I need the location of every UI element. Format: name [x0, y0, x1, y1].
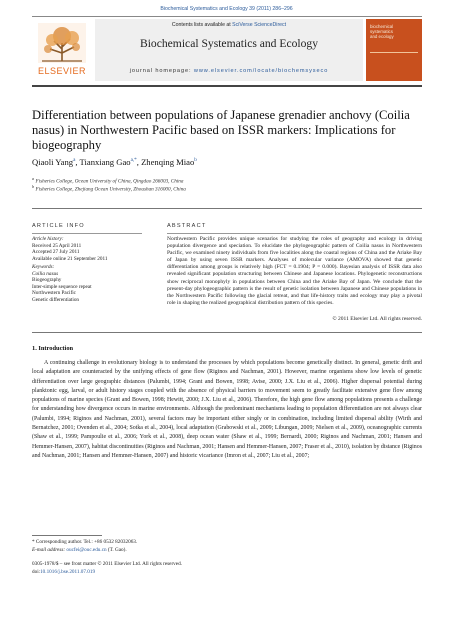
- email-note: [32, 547, 422, 554]
- cover-line: systematics: [370, 29, 393, 35]
- article-info-heading: ARTICLE INFO: [32, 223, 85, 229]
- section-heading: 1. Introduction: [32, 345, 74, 352]
- article-title: Differentiation between populations of Japanese grenadier anchovy (Coilia nasus) in Northwestern Pacific based on ISSR markers: Implications for biogeography: [32, 108, 410, 153]
- footnote-rule: [32, 535, 102, 536]
- cover-stripe: [370, 52, 418, 53]
- introduction-text: A continuing challenge in evolutionary biology is to understand the processes by which populations become genetically distinct. In general, genetic drift and local adaptation are counteracted by the unifying effects of gene flow (Riginos and Nachman, 2001). However, marine organisms show low levels of genetic differentiation over large geographic distances (Palumbi, 1994; Grant and Bowen, 1998; Avise, 2000; J.X. Liu et al., 2006). Higher dispersal potential during planktonic egg, larval, or adult history stages coupled with the absence of physical barriers to movement seem to greatly facilitate extensive gene flow among populations of marine species (Grant and Bowen, 1998; Hewitt, 2000; J.X. Liu et al., 2006). Therefore, the high gene flow among populations presents a challenge for understanding how divergence occurs in marine environments. Although the predominant mechanisms leading to population differentiation are not always clear (Palumbi, 1994; Riginos and Nachman, 2001), several factors may be important either singly or in combination, including limited dispersal ability (Wirth and Bernatchez, 2001; Ovenden et al., 2004; Sotka et al., 2004), local adaptation (Grabowski et al., 2009; Libungan, 2009; Nielsen et al., 2009), oceanographic currents (Shaw et al., 1999; Pampoulie et al., 2006; York et al., 2008), deep ocean water (Shaw et al., 1999; Bernardi, 2000; Riginos and Nachman, 2001; Hansen and Hemmer-Hansen, 2007), habitat discontinuities (Riginos and Nachman, 2001; Hansen and Hemmer-Hansen, 2007; Fraser et al., 2010), isolation by distance (Riginos and Nachman, 2001; Hansen and Hemmer-Hansen, 2007) and historic vicariance (Imron et al., 2007; Liu et al., 2007;: [32, 360, 422, 459]
- affil-mark: b: [32, 184, 35, 189]
- affiliation: [32, 184, 422, 193]
- keyword: Genetic differentiation: [32, 296, 80, 303]
- cover-line: biochemical: [370, 24, 394, 29]
- author-affil-mark[interactable]: a: [73, 157, 76, 164]
- divider: [32, 16, 422, 17]
- author-affil-mark[interactable]: b: [194, 157, 197, 164]
- divider: [32, 208, 422, 209]
- abstract-text: Northwestern Pacific provides unique scenarios for studying the roles of geography and ecology in driving population divergence and speciation. To elucidate the phylogeographic pattern of Coilia nasus in Northwestern Pacific, we examined ninety individuals from five localities along the coastal regions of China and the Ariake Bay of Japan by using seven ISSR markers. Analyses of molecular variance (AMOVA) showed that genetic differentiation among groups is relatively high (FCT = 0.1904; P = 0.000). Bayesian analysis of ISSR data also revealed significant population structuring between Chinese and Japanese locations. Phylogenetic reconstructions show reciprocal monophyly in populations between China and the Ariake Bay of Japan. We conclude that the present-day phylogeographic pattern is the result of genetic isolation between Japanese and Chinese populations in the Northwestern Pacific following the glacial retreat, and that life-history traits and ecology may play a pivotal role in shaping the realized geographical distribution pattern of this species.: [167, 236, 422, 306]
- keywords-label: Keywords:: [32, 264, 55, 270]
- header-rule: [32, 85, 422, 87]
- doi-link[interactable]: 10.1016/j.bse.2011.07.019: [40, 569, 96, 575]
- keyword: Biogeography: [32, 277, 62, 284]
- journal-homepage: [95, 68, 363, 74]
- keyword: Inter-simple sequence repeat: [32, 283, 92, 290]
- running-header[interactable]: Biochemical Systematics and Ecology 39 (2011) 286–296: [160, 6, 293, 12]
- author-list: Qiaoli Yang$^a$, Tianxiang Gao$^{a,*}$, Zhenqing Miao$^b$: [32, 157, 197, 167]
- affil-text: Fisheries College, Ocean University of China, Qingdao 266003, China: [35, 178, 184, 185]
- doi-prefix: doi:: [32, 569, 41, 575]
- history-item: Accepted 27 July 2011: [32, 249, 80, 256]
- email-suffix: (T. Gao).: [106, 547, 127, 553]
- author-name[interactable]: Tianxiang Gao: [79, 157, 131, 167]
- abstract-copyright: © 2011 Elsevier Ltd. All rights reserved.: [332, 316, 422, 322]
- homepage-link[interactable]: www.elsevier.com/locate/biochemsyseco: [193, 68, 329, 74]
- cover-text: [370, 24, 420, 40]
- issn-line: 0305-1978/$ – see front matter © 2011 Elsevier Ltd. All rights reserved.: [32, 561, 182, 567]
- keyword: Northwestern Pacific: [32, 290, 76, 297]
- elsevier-tree-icon: [38, 23, 86, 63]
- contents-prefix: Contents lists available at: [171, 22, 233, 28]
- homepage-prefix: journal homepage:: [129, 68, 194, 74]
- keywords: [32, 264, 157, 304]
- history-item: Received 25 April 2011: [32, 242, 82, 249]
- affil-mark: a: [32, 176, 35, 181]
- divider: [32, 233, 142, 234]
- keyword: Coilia nasus: [32, 270, 59, 277]
- contents-line: [95, 22, 363, 28]
- article-history: [32, 236, 157, 262]
- email-link[interactable]: oucfei@ouc.edu.cn: [66, 547, 107, 553]
- author-affil-mark[interactable]: a,*: [130, 157, 137, 164]
- author-name[interactable]: Zhenqing Miao: [141, 157, 195, 167]
- publisher-name: ELSEVIER: [37, 66, 87, 76]
- affil-text: Fisheries College, Zhejiang Ocean University, Zhoushan 316000, China: [35, 186, 186, 193]
- divider: [32, 332, 422, 333]
- author-name[interactable]: Qiaoli Yang: [32, 157, 74, 167]
- email-label: E-mail address:: [32, 547, 67, 553]
- journal-title[interactable]: Biochemical Systematics and Ecology: [139, 37, 319, 50]
- abstract-heading: ABSTRACT: [167, 223, 207, 229]
- history-label: Article history:: [32, 236, 64, 242]
- history-item: Available online 21 September 2011: [32, 255, 108, 262]
- elsevier-logo[interactable]: [32, 19, 92, 81]
- sciencedirect-link[interactable]: SciVerse ScienceDirect: [232, 22, 287, 28]
- divider: [167, 233, 422, 234]
- corresponding-author-note: * Corresponding author. Tel.: +86 0532 82032063.: [32, 539, 138, 545]
- doi-line: [32, 569, 422, 576]
- cover-line: and ecology: [370, 34, 394, 40]
